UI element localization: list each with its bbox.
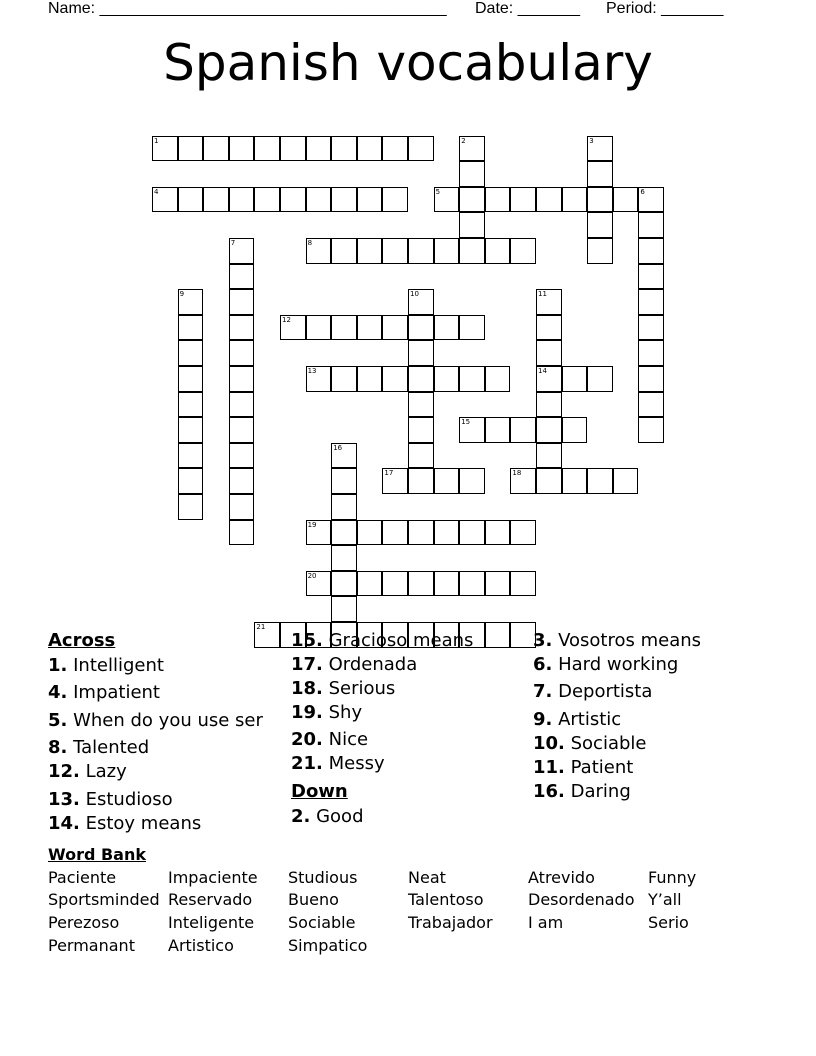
clue-item xyxy=(291,806,364,828)
clue-number: 6 xyxy=(640,187,645,196)
clue-number-label: 17. xyxy=(291,654,323,675)
clue-number: 15 xyxy=(461,418,471,427)
clue-text: When do you use ser xyxy=(67,710,263,731)
grid-cell[interactable] xyxy=(587,187,613,213)
grid-cell[interactable] xyxy=(562,187,588,213)
clue-text: Deportista xyxy=(552,681,653,702)
grid-cell[interactable] xyxy=(229,494,255,520)
clue-item xyxy=(291,729,368,751)
grid-cell[interactable] xyxy=(562,417,588,443)
clue-number-label: 8. xyxy=(48,737,68,758)
clue-number-label: 4. xyxy=(48,682,68,703)
clue-item xyxy=(48,710,263,732)
word-bank-item: Impaciente xyxy=(168,868,258,887)
word-bank-item: Paciente xyxy=(48,868,117,887)
grid-cell[interactable] xyxy=(434,468,460,494)
clue-number: 17 xyxy=(384,469,394,478)
grid-cell[interactable] xyxy=(408,443,434,469)
clue-text: Estudioso xyxy=(79,789,173,810)
clue-item xyxy=(533,630,701,652)
clue-item xyxy=(533,681,652,703)
grid-cell[interactable] xyxy=(587,136,613,162)
grid-cell[interactable] xyxy=(408,136,434,162)
grid-cell[interactable] xyxy=(459,136,485,162)
grid-cell[interactable] xyxy=(638,264,664,290)
clue-number: 8 xyxy=(307,239,313,247)
grid-cell[interactable] xyxy=(178,340,204,366)
grid-cell[interactable] xyxy=(459,187,485,213)
grid-cell[interactable] xyxy=(587,212,613,238)
clue-number-label: 3. xyxy=(533,630,553,651)
grid-cell[interactable] xyxy=(562,366,588,392)
grid-cell[interactable] xyxy=(638,392,664,418)
clue-text: Serious xyxy=(322,678,396,699)
clue-item xyxy=(48,737,149,759)
word-bank-title: Word Bank xyxy=(48,845,147,864)
clue-text: Estoy means xyxy=(79,813,202,834)
clue-number-label: 10. xyxy=(533,733,565,754)
grid-cell[interactable] xyxy=(382,366,408,392)
word-bank-item: Serio xyxy=(648,913,689,932)
grid-cell[interactable] xyxy=(331,545,357,571)
grid-cell[interactable] xyxy=(459,468,485,494)
clue-item xyxy=(533,733,646,755)
word-bank-item: Atrevido xyxy=(528,868,595,887)
grid-cell[interactable] xyxy=(357,366,383,392)
clue-text: Impatient xyxy=(67,682,160,703)
grid-cell[interactable] xyxy=(331,187,357,213)
grid-cell[interactable] xyxy=(382,468,408,494)
grid-cell[interactable] xyxy=(331,366,357,392)
grid-cell[interactable] xyxy=(229,443,255,469)
grid-cell[interactable] xyxy=(254,622,280,648)
grid-cell[interactable] xyxy=(510,187,536,213)
word-bank-item: Neat xyxy=(408,868,446,887)
grid-cell[interactable] xyxy=(485,571,511,597)
word-bank-item: Trabajador xyxy=(408,913,493,932)
grid-cell[interactable] xyxy=(229,392,255,418)
grid-cell[interactable] xyxy=(408,417,434,443)
grid-cell[interactable] xyxy=(485,366,511,392)
grid-cell[interactable] xyxy=(638,187,664,213)
grid-cell[interactable] xyxy=(152,187,178,213)
clue-item xyxy=(48,789,173,811)
clue-item xyxy=(48,761,127,783)
clue-number: 12 xyxy=(282,315,291,324)
grid-cell[interactable] xyxy=(203,187,229,213)
grid-cell[interactable] xyxy=(459,520,485,546)
clue-text: Good xyxy=(310,806,364,827)
grid-cell[interactable] xyxy=(408,315,434,341)
clue-text: Gracioso means xyxy=(322,630,474,651)
grid-cell[interactable] xyxy=(152,136,178,162)
grid-cell[interactable] xyxy=(178,315,204,341)
clue-number-label: 9. xyxy=(533,709,553,730)
grid-cell[interactable] xyxy=(434,520,460,546)
grid-cell[interactable] xyxy=(408,468,434,494)
grid-cell[interactable] xyxy=(306,187,332,213)
across-heading: Across xyxy=(48,630,116,651)
clue-item xyxy=(48,813,201,835)
grid-cell[interactable] xyxy=(434,571,460,597)
grid-cell[interactable] xyxy=(306,571,332,597)
grid-cell[interactable] xyxy=(510,417,536,443)
grid-cell[interactable] xyxy=(638,366,664,392)
clue-item xyxy=(48,682,160,704)
grid-cell[interactable] xyxy=(357,520,383,546)
clue-number-label: 15. xyxy=(291,630,323,651)
grid-cell[interactable] xyxy=(306,520,332,546)
clue-number: 2 xyxy=(461,136,466,145)
clue-number-label: 18. xyxy=(291,678,323,699)
grid-cell[interactable] xyxy=(357,571,383,597)
grid-cell[interactable] xyxy=(331,596,357,622)
grid-cell[interactable] xyxy=(587,238,613,264)
grid-cell[interactable] xyxy=(485,520,511,546)
clue-number: 21 xyxy=(256,623,266,631)
grid-cell[interactable] xyxy=(178,392,204,418)
grid-cell[interactable] xyxy=(510,238,536,264)
grid-cell[interactable] xyxy=(536,366,562,392)
clue-number: 13 xyxy=(307,367,317,375)
grid-cell[interactable] xyxy=(254,187,280,213)
grid-cell[interactable] xyxy=(459,571,485,597)
grid-cell[interactable] xyxy=(485,238,511,264)
clue-item xyxy=(533,709,621,731)
clue-number: 18 xyxy=(512,469,522,478)
grid-cell[interactable] xyxy=(536,315,562,341)
grid-cell[interactable] xyxy=(485,622,511,648)
clue-number-label: 14. xyxy=(48,813,80,834)
clue-number: 3 xyxy=(589,136,594,145)
grid-cell[interactable] xyxy=(382,136,408,162)
grid-cell[interactable] xyxy=(408,289,434,315)
grid-cell[interactable] xyxy=(536,340,562,366)
grid-cell[interactable] xyxy=(382,238,408,264)
grid-cell[interactable] xyxy=(178,187,204,213)
clue-number: 5 xyxy=(435,187,441,196)
grid-cell[interactable] xyxy=(562,468,588,494)
grid-cell[interactable] xyxy=(459,315,485,341)
grid-cell[interactable] xyxy=(485,187,511,213)
grid-cell[interactable] xyxy=(638,212,664,238)
word-bank-item: I am xyxy=(528,913,564,932)
grid-cell[interactable] xyxy=(613,187,639,213)
grid-cell[interactable] xyxy=(587,161,613,187)
grid-cell[interactable] xyxy=(331,520,357,546)
grid-cell[interactable] xyxy=(229,520,255,546)
grid-cell[interactable] xyxy=(306,136,332,162)
grid-cell[interactable] xyxy=(408,392,434,418)
grid-cell[interactable] xyxy=(459,366,485,392)
page-title: Spanish vocabulary xyxy=(163,34,653,92)
grid-cell[interactable] xyxy=(536,289,562,315)
grid-cell[interactable] xyxy=(536,392,562,418)
word-bank-item: Permanant xyxy=(48,936,135,955)
grid-cell[interactable] xyxy=(408,340,434,366)
grid-cell[interactable] xyxy=(306,238,332,264)
grid-cell[interactable] xyxy=(178,289,204,315)
word-bank-item: Talentoso xyxy=(408,890,484,909)
grid-cell[interactable] xyxy=(408,571,434,597)
grid-cell[interactable] xyxy=(229,187,255,213)
grid-cell[interactable] xyxy=(459,417,485,443)
grid-cell[interactable] xyxy=(331,468,357,494)
clue-item xyxy=(291,753,385,775)
clue-number: 4 xyxy=(154,187,159,196)
grid-cell[interactable] xyxy=(434,366,460,392)
grid-cell[interactable] xyxy=(229,264,255,290)
grid-cell[interactable] xyxy=(229,366,255,392)
grid-cell[interactable] xyxy=(331,315,357,341)
clue-text: Messy xyxy=(322,753,385,774)
word-bank-item: Perezoso xyxy=(48,913,120,932)
word-bank-item: Simpatico xyxy=(288,936,368,955)
grid-cell[interactable] xyxy=(229,136,255,162)
grid-cell[interactable] xyxy=(280,187,306,213)
clue-text: Sociable xyxy=(564,733,647,754)
grid-cell[interactable] xyxy=(254,136,280,162)
grid-cell[interactable] xyxy=(434,315,460,341)
grid-cell[interactable] xyxy=(536,443,562,469)
grid-cell[interactable] xyxy=(229,315,255,341)
clue-item xyxy=(533,757,633,779)
clue-number: 9 xyxy=(179,290,185,299)
grid-cell[interactable] xyxy=(459,212,485,238)
clue-number-label: 6. xyxy=(533,654,553,675)
down-heading: Down xyxy=(291,781,348,802)
grid-cell[interactable] xyxy=(178,468,204,494)
grid-cell[interactable] xyxy=(178,443,204,469)
grid-cell[interactable] xyxy=(536,187,562,213)
clue-number: 11 xyxy=(538,290,547,299)
grid-cell[interactable] xyxy=(485,417,511,443)
grid-cell[interactable] xyxy=(229,417,255,443)
grid-cell[interactable] xyxy=(382,520,408,546)
grid-cell[interactable] xyxy=(306,366,332,392)
grid-cell[interactable] xyxy=(408,366,434,392)
grid-cell[interactable] xyxy=(434,187,460,213)
grid-cell[interactable] xyxy=(357,136,383,162)
grid-cell[interactable] xyxy=(331,136,357,162)
grid-cell[interactable] xyxy=(613,468,639,494)
clue-item xyxy=(48,655,164,677)
grid-cell[interactable] xyxy=(638,315,664,341)
clue-number-label: 12. xyxy=(48,761,80,782)
grid-cell[interactable] xyxy=(587,366,613,392)
grid-cell[interactable] xyxy=(587,468,613,494)
grid-cell[interactable] xyxy=(331,443,357,469)
grid-cell[interactable] xyxy=(178,417,204,443)
clue-number-label: 20. xyxy=(291,729,323,750)
clue-number: 14 xyxy=(538,367,547,375)
clue-number-label: 21. xyxy=(291,753,323,774)
clue-number: 16 xyxy=(333,443,343,452)
clue-number-label: 16. xyxy=(533,781,565,802)
clue-item xyxy=(291,678,395,700)
grid-cell[interactable] xyxy=(408,520,434,546)
grid-cell[interactable] xyxy=(536,468,562,494)
grid-cell[interactable] xyxy=(178,366,204,392)
grid-cell[interactable] xyxy=(203,136,229,162)
grid-cell[interactable] xyxy=(459,161,485,187)
word-bank-item: Inteligente xyxy=(168,913,255,932)
grid-cell[interactable] xyxy=(638,289,664,315)
clue-number-label: 11. xyxy=(533,757,565,778)
clue-number: 20 xyxy=(307,571,317,580)
word-bank-item: Desordenado xyxy=(528,890,635,909)
grid-cell[interactable] xyxy=(331,571,357,597)
grid-cell[interactable] xyxy=(382,315,408,341)
date-field[interactable]: Date: _______ xyxy=(475,0,580,17)
grid-cell[interactable] xyxy=(382,571,408,597)
clue-number: 10 xyxy=(410,290,419,299)
grid-cell[interactable] xyxy=(408,238,434,264)
clue-text: Vosotros means xyxy=(552,630,702,651)
clue-number-label: 5. xyxy=(48,710,68,731)
clue-number-label: 2. xyxy=(291,806,311,827)
period-field[interactable]: Period: _______ xyxy=(606,0,724,17)
clue-text: Shy xyxy=(322,702,363,723)
grid-cell[interactable] xyxy=(229,289,255,315)
grid-cell[interactable] xyxy=(510,520,536,546)
clue-text: Intelligent xyxy=(67,655,164,676)
grid-cell[interactable] xyxy=(357,187,383,213)
clue-number-label: 13. xyxy=(48,789,80,810)
word-bank-item: Y’all xyxy=(648,890,682,909)
name-field[interactable]: Name: _______________________________________ xyxy=(48,0,447,17)
clue-number-label: 7. xyxy=(533,681,553,702)
clue-number: 1 xyxy=(154,136,159,145)
clue-text: Hard working xyxy=(552,654,679,675)
clue-item xyxy=(533,781,631,803)
grid-cell[interactable] xyxy=(178,494,204,520)
clue-item xyxy=(291,654,417,676)
grid-cell[interactable] xyxy=(434,238,460,264)
grid-cell[interactable] xyxy=(510,571,536,597)
clue-number-label: 1. xyxy=(48,655,68,676)
clue-number: 7 xyxy=(230,239,236,247)
grid-cell[interactable] xyxy=(331,494,357,520)
grid-cell[interactable] xyxy=(357,315,383,341)
clue-text: Talented xyxy=(67,737,150,758)
clue-text: Patient xyxy=(564,757,634,778)
clue-text: Nice xyxy=(322,729,369,750)
word-bank-item: Sportsminded xyxy=(48,890,160,909)
grid-cell[interactable] xyxy=(638,238,664,264)
grid-cell[interactable] xyxy=(229,468,255,494)
grid-cell[interactable] xyxy=(536,417,562,443)
clue-text: Artistic xyxy=(552,709,622,730)
clue-item xyxy=(291,630,473,652)
clue-item xyxy=(533,654,678,676)
word-bank-item: Reservado xyxy=(168,890,253,909)
grid-cell[interactable] xyxy=(280,315,306,341)
grid-cell[interactable] xyxy=(357,238,383,264)
grid-cell[interactable] xyxy=(280,136,306,162)
grid-cell[interactable] xyxy=(331,238,357,264)
clue-number: 19 xyxy=(307,520,317,529)
word-bank-item: Bueno xyxy=(288,890,339,909)
grid-cell[interactable] xyxy=(638,417,664,443)
grid-cell[interactable] xyxy=(382,187,408,213)
grid-cell[interactable] xyxy=(459,238,485,264)
grid-cell[interactable] xyxy=(510,468,536,494)
word-bank-item: Sociable xyxy=(288,913,356,932)
word-bank-item: Funny xyxy=(648,868,697,887)
grid-cell[interactable] xyxy=(306,315,332,341)
grid-cell[interactable] xyxy=(638,340,664,366)
clue-text: Ordenada xyxy=(322,654,418,675)
clue-text: Daring xyxy=(564,781,631,802)
clue-text: Lazy xyxy=(79,761,127,782)
grid-cell[interactable] xyxy=(229,340,255,366)
clue-number-label: 19. xyxy=(291,702,323,723)
word-bank-item: Studious xyxy=(288,868,358,887)
clue-item xyxy=(291,702,362,724)
grid-cell[interactable] xyxy=(178,136,204,162)
word-bank-item: Artistico xyxy=(168,936,234,955)
grid-cell[interactable] xyxy=(229,238,255,264)
